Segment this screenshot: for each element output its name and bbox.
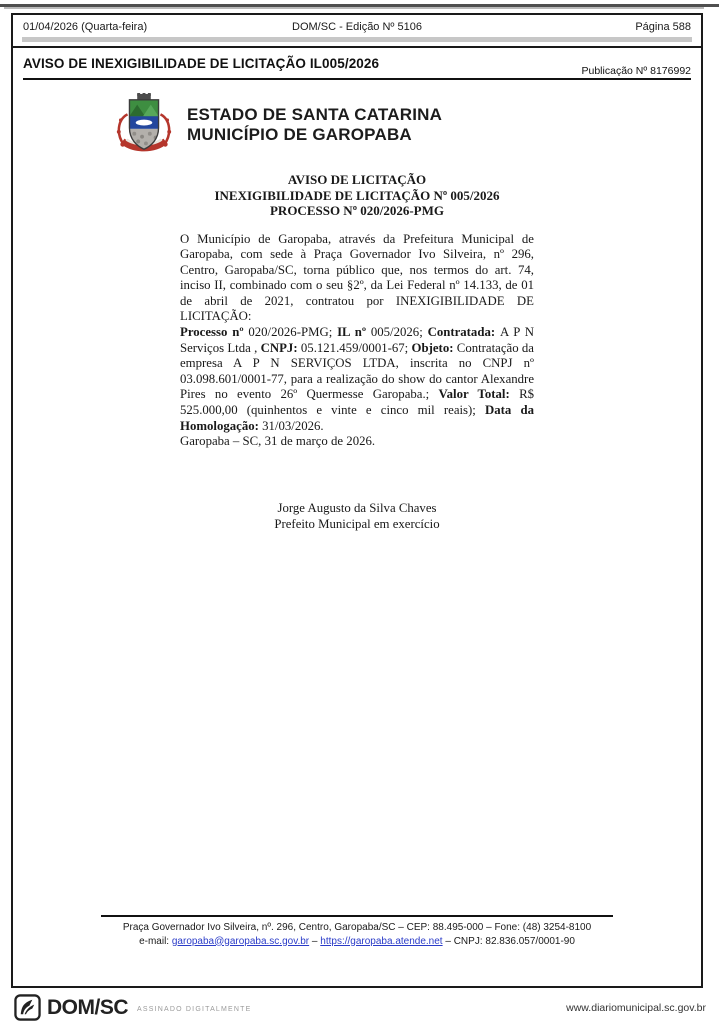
signer-name: Jorge Augusto da Silva Chaves xyxy=(277,500,437,515)
domsc-brand xyxy=(14,994,252,1021)
signed-digitally-label: ASSINADO DIGITALMENTE xyxy=(137,1006,252,1013)
footer-site-link[interactable]: https://garopaba.atende.net xyxy=(320,935,443,947)
notice-heading-line3: PROCESSO Nº 020/2026-PMG xyxy=(269,203,444,218)
footer-separator-1: – xyxy=(309,935,321,947)
notice-heading-line1: AVISO DE LICITAÇÃO xyxy=(287,172,427,187)
header-gray-bar xyxy=(22,37,692,42)
garopaba-coat-of-arms-icon xyxy=(113,93,175,157)
footer-cnpj-text: – CNPJ: 82.836.057/0001-90 xyxy=(442,935,575,947)
article-title-row xyxy=(23,48,691,80)
header-page-number: Página 588 xyxy=(635,21,691,33)
entity-state-line: ESTADO DE SANTA CATARINA xyxy=(187,105,443,124)
domsc-logo-text: DOM/SC xyxy=(47,995,128,1019)
contract-details-paragraph: Processo nº 020/2026-PMG; IL nº 005/2026; Contratada: A P N Serviços Ltda , CNPJ: 05.121.459/0001-67; Objeto: Contratação da empresa A P N SERVIÇOS LTDA, inscrita no CNPJ nº 03.098.601/0001-77, para a realização do show do cantor Alexandre Pires no evento 26º Quermesse Garopaba.; Valor Total: R$ 525.000,00 (quinhentos e vinte e cinco mil reais); Data da Homologação: 31/03/2026. xyxy=(180,325,534,433)
footer-address-line: Praça Governador Ivo Silveira, nº. 296, Centro, Garopaba/SC – CEP: 88.495-000 – Fone: (48) 3254-8100 xyxy=(122,922,592,933)
notice-heading-line2: INEXIGIBILIDADE DE LICITAÇÃO Nº 005/2026 xyxy=(214,187,500,203)
signer-role: Prefeito Municipal em exercício xyxy=(274,516,440,531)
municipality-letterhead xyxy=(113,93,701,157)
municipality-footer xyxy=(13,915,701,948)
diario-site-url[interactable]: www.diariomunicipal.sc.gov.br xyxy=(566,1001,706,1014)
gazette-header xyxy=(13,15,701,35)
footer-rule xyxy=(101,915,613,917)
signature-block xyxy=(13,500,701,532)
header-edition: DOM/SC - Edição Nº 5106 xyxy=(292,21,422,33)
notice-headings xyxy=(13,172,701,219)
header-date: 01/04/2026 (Quarta-feira) xyxy=(23,21,148,33)
entity-municipality-line: MUNICÍPIO DE GAROPABA xyxy=(187,125,412,144)
domsc-bottom-bar xyxy=(14,994,706,1021)
intro-paragraph: O Município de Garopaba, através da Prefeitura Municipal de Garopaba, com sede à Praça Governador Ivo Silveira, nº 296, Centro, Garopaba/SC, torna público que, nos termos do art. 74, inciso II, combinado com o seu §2º, da Lei Federal nº 14.133, de 01 de abril de 2021, contratou por INEXIGIBILIDADE DE LICITAÇÃO: xyxy=(180,231,534,324)
publication-number: Publicação Nº 8176992 xyxy=(581,65,691,77)
place-date-line: Garopaba – SC, 31 de março de 2026. xyxy=(180,434,376,449)
gazette-page xyxy=(11,13,703,988)
footer-email-label: e-mail: xyxy=(139,935,172,947)
entity-name xyxy=(187,105,442,145)
footer-email-link[interactable]: garopaba@garopaba.sc.gov.br xyxy=(171,935,310,947)
article-title: AVISO DE INEXIGIBILIDADE DE LICITAÇÃO IL005/2026 xyxy=(23,56,380,71)
page-top-scan-line-blur xyxy=(4,7,704,9)
domsc-logo-icon xyxy=(14,994,41,1021)
footer-contact-line xyxy=(13,935,701,949)
notice-body xyxy=(180,232,534,450)
